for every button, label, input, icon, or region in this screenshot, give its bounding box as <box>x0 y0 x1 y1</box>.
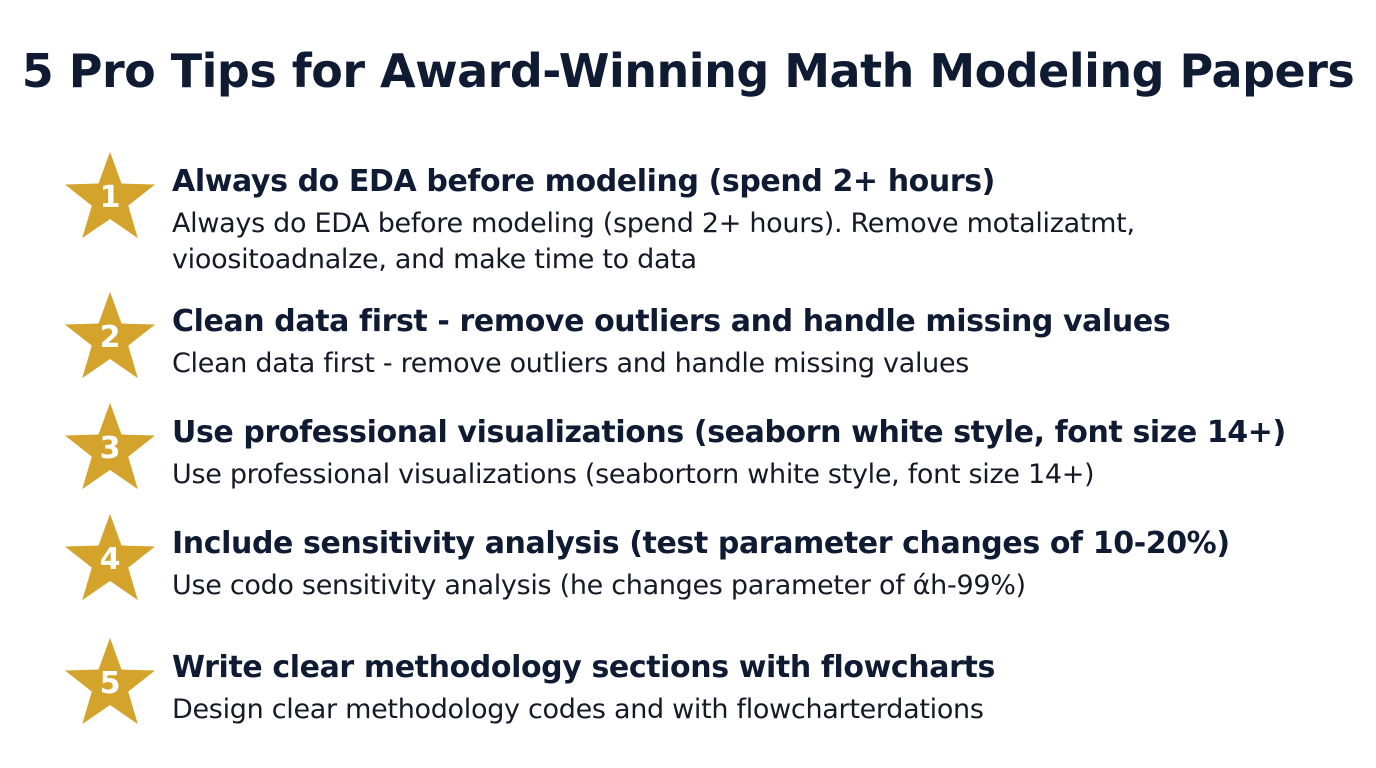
tip-item-4 <box>62 512 1352 642</box>
star-badge-5 <box>62 636 158 728</box>
tip-heading: Include sensitivity analysis (test parameter changes of 10-20%) <box>172 526 1230 561</box>
star-badge-4 <box>62 512 158 604</box>
tip-body: Clean data first - remove outliers and handle missing values <box>172 348 970 379</box>
star-badge-2 <box>62 290 158 382</box>
tip-item-1 <box>62 150 1352 280</box>
tip-number: 3 <box>99 431 121 466</box>
tip-number: 1 <box>99 180 121 215</box>
star-badge-3 <box>62 401 158 493</box>
tip-number: 2 <box>99 320 121 355</box>
tip-heading: Write clear methodology sections with flowcharts <box>172 650 995 685</box>
tip-body: Use codo sensitivity analysis (he changes parameter of άh-99%) <box>172 570 1026 601</box>
tip-number: 4 <box>99 542 121 577</box>
tip-item-5 <box>62 636 1352 766</box>
tip-heading: Clean data first - remove outliers and handle missing values <box>172 304 1171 339</box>
tip-body: Design clear methodology codes and with flowcharterdations <box>172 694 984 725</box>
tip-heading: Always do EDA before modeling (spend 2+ hours) <box>172 164 995 199</box>
tip-heading: Use professional visualizations (seaborn white style, font size 14+) <box>172 415 1286 450</box>
tip-number: 5 <box>99 666 121 701</box>
tip-body: Use professional visualizations (seabortorn white style, font size 14+) <box>172 459 1095 490</box>
star-badge-1 <box>62 150 158 242</box>
page-title: 5 Pro Tips for Award-Winning Math Modeling Papers <box>21 44 1355 98</box>
tip-body: Always do EDA before modeling (spend 2+ hours). Remove motalizatmt, vioositoadnalze, and make time to data <box>172 208 1135 275</box>
